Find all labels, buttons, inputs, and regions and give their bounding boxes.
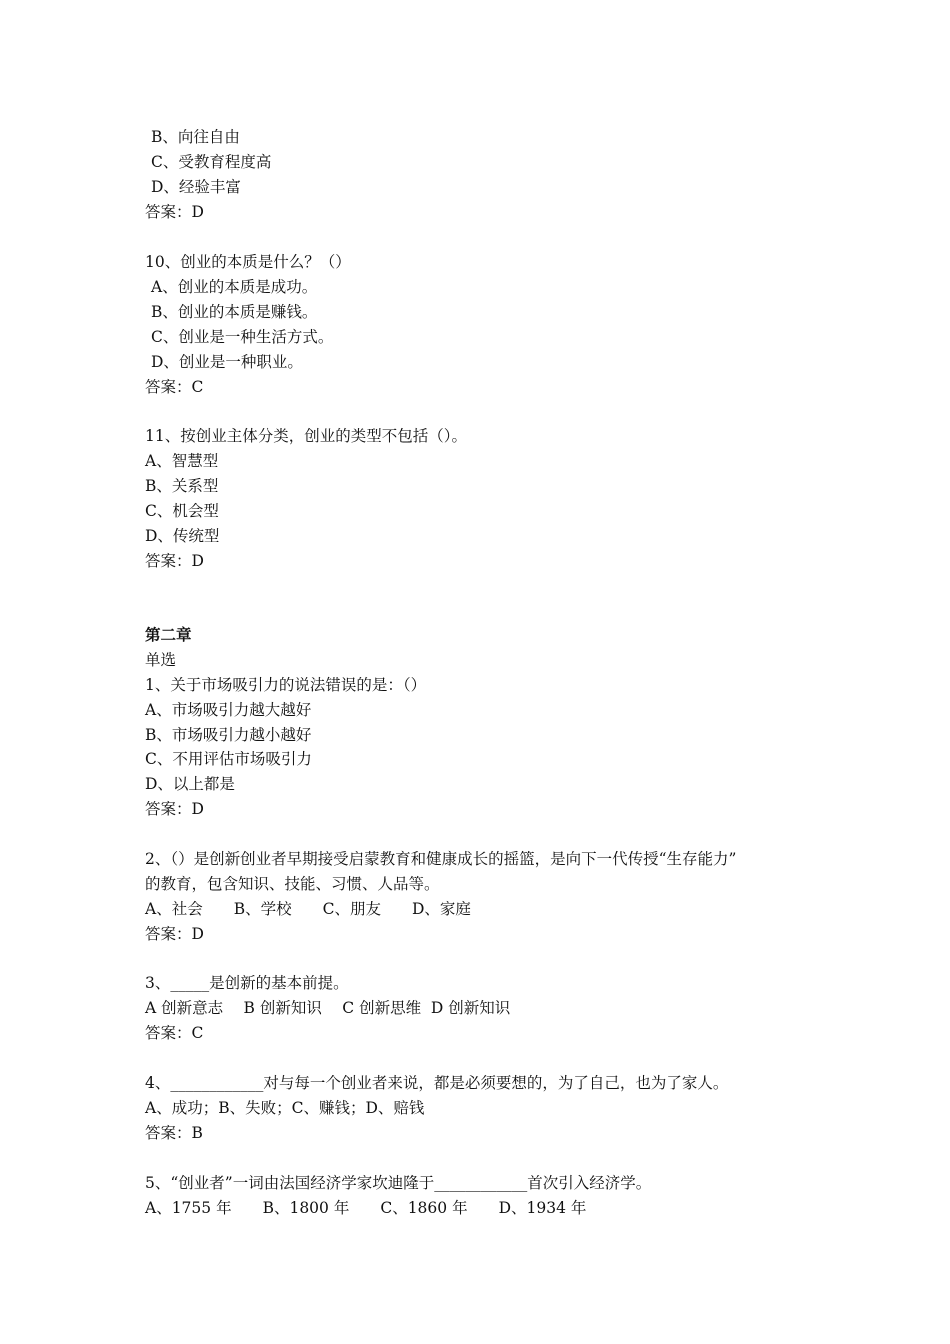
chapter-title: 第二章 xyxy=(145,626,192,644)
option-d: D、经验丰富 xyxy=(151,178,241,196)
option-c: C、不用评估市场吸引力 xyxy=(145,750,312,768)
option-c: C、创业是一种生活方式。 xyxy=(151,328,334,346)
option-d: D、以上都是 xyxy=(145,775,235,793)
option-b: B、创业的本质是赚钱。 xyxy=(151,303,318,321)
question-10: 10、创业的本质是什么？（） xyxy=(145,253,351,271)
option-d: D、传统型 xyxy=(145,527,220,545)
option-c: C、受教育程度高 xyxy=(151,153,272,171)
answer: 答案：D xyxy=(145,203,204,221)
option-d: D、创业是一种职业。 xyxy=(151,353,303,371)
question-2: 2、（）是创新创业者早期接受启蒙教育和健康成长的摇篮，是向下一代传授“生存能力” xyxy=(145,850,737,868)
option-a: A、创业的本质是成功。 xyxy=(151,278,318,296)
option-b: B、市场吸引力越小越好 xyxy=(145,726,312,744)
question-11: 11、按创业主体分类，创业的类型不包括（）。 xyxy=(145,427,467,445)
answer: 答案：C xyxy=(145,1024,204,1042)
answer: 答案：D xyxy=(145,800,204,818)
options-row: A、1755 年 B、1800 年 C、1860 年 D、1934 年 xyxy=(145,1199,587,1217)
option-c: C、机会型 xyxy=(145,502,219,520)
question-1: 1、关于市场吸引力的说法错误的是：（） xyxy=(145,676,427,694)
question-4: 4、____________对与每一个创业者来说，都是必须要想的，为了自己，也为了家人。 xyxy=(145,1074,729,1092)
section-label: 单选 xyxy=(145,651,177,669)
options-row: A、成功；B、失败；C、赚钱；D、赔钱 xyxy=(145,1099,425,1117)
option-b: B、向往自由 xyxy=(151,128,240,146)
answer: 答案：C xyxy=(145,378,204,396)
question-3: 3、_____是创新的基本前提。 xyxy=(145,974,349,992)
question-5: 5、“创业者”一词由法国经济学家坎迪隆于____________首次引入经济学。 xyxy=(145,1174,652,1192)
answer: 答案：D xyxy=(145,552,204,570)
options-row: A、社会 B、学校 C、朋友 D、家庭 xyxy=(145,900,471,918)
option-a: A、市场吸引力越大越好 xyxy=(145,701,312,719)
option-b: B、关系型 xyxy=(145,477,219,495)
option-a: A、智慧型 xyxy=(145,452,219,470)
options-row: A 创新意志 B 创新知识 C 创新思维 D 创新知识 xyxy=(145,999,511,1017)
answer: 答案：D xyxy=(145,925,204,943)
question-2-continued: 的教育，包含知识、技能、习惯、人品等。 xyxy=(145,875,440,893)
answer: 答案：B xyxy=(145,1124,203,1142)
